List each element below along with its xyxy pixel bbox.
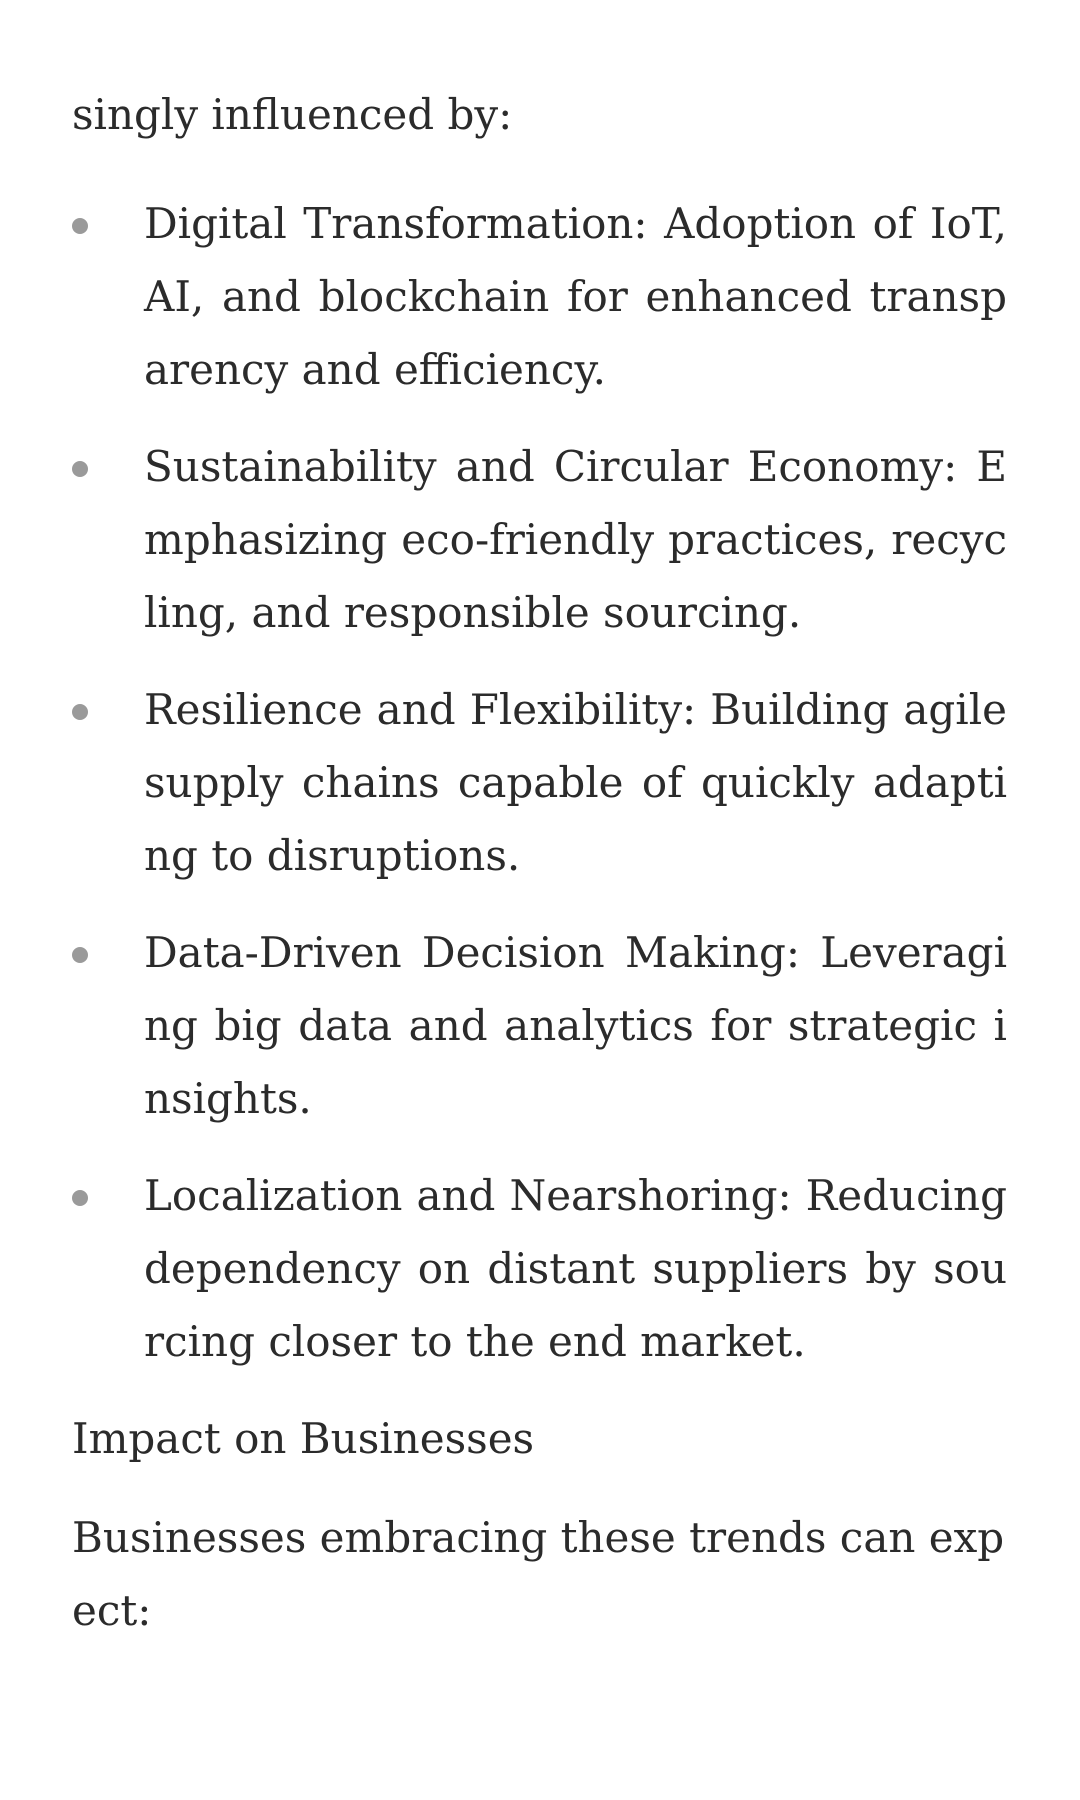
list-item-text: Digital Transformation: Adoption of IoT, AI, and blockchain for enhanced transparency and efficiency. <box>144 199 1007 394</box>
bullet-dot-icon <box>72 704 88 720</box>
bullet-dot-icon <box>72 461 88 477</box>
list-item-text: Resilience and Flexibility: Building agile supply chains capable of quickly adapting to disruptions. <box>144 685 1007 880</box>
list-item <box>72 1159 1007 1378</box>
bullet-dot-icon <box>72 947 88 963</box>
article-body <box>72 78 1007 1647</box>
list-item-text: Data-Driven Decision Making: Leveraging big data and analytics for strategic insights. <box>144 928 1007 1123</box>
list-item <box>72 187 1007 406</box>
section-heading: Impact on Businesses <box>72 1414 535 1463</box>
list-item <box>72 916 1007 1135</box>
trend-list <box>72 187 1007 1378</box>
impact-paragraph: Businesses embracing these trends can expect: <box>72 1513 1005 1635</box>
list-item-text: Localization and Nearshoring: Reducing dependency on distant suppliers by sourcing closer to the end market. <box>144 1171 1007 1366</box>
bullet-dot-icon <box>72 1190 88 1206</box>
list-item-text: Sustainability and Circular Economy: Emphasizing eco-friendly practices, recycling, and responsible sourcing. <box>144 442 1007 637</box>
intro-text: singly influenced by: <box>72 90 513 139</box>
list-item <box>72 673 1007 892</box>
list-item <box>72 430 1007 649</box>
bullet-dot-icon <box>72 218 88 234</box>
